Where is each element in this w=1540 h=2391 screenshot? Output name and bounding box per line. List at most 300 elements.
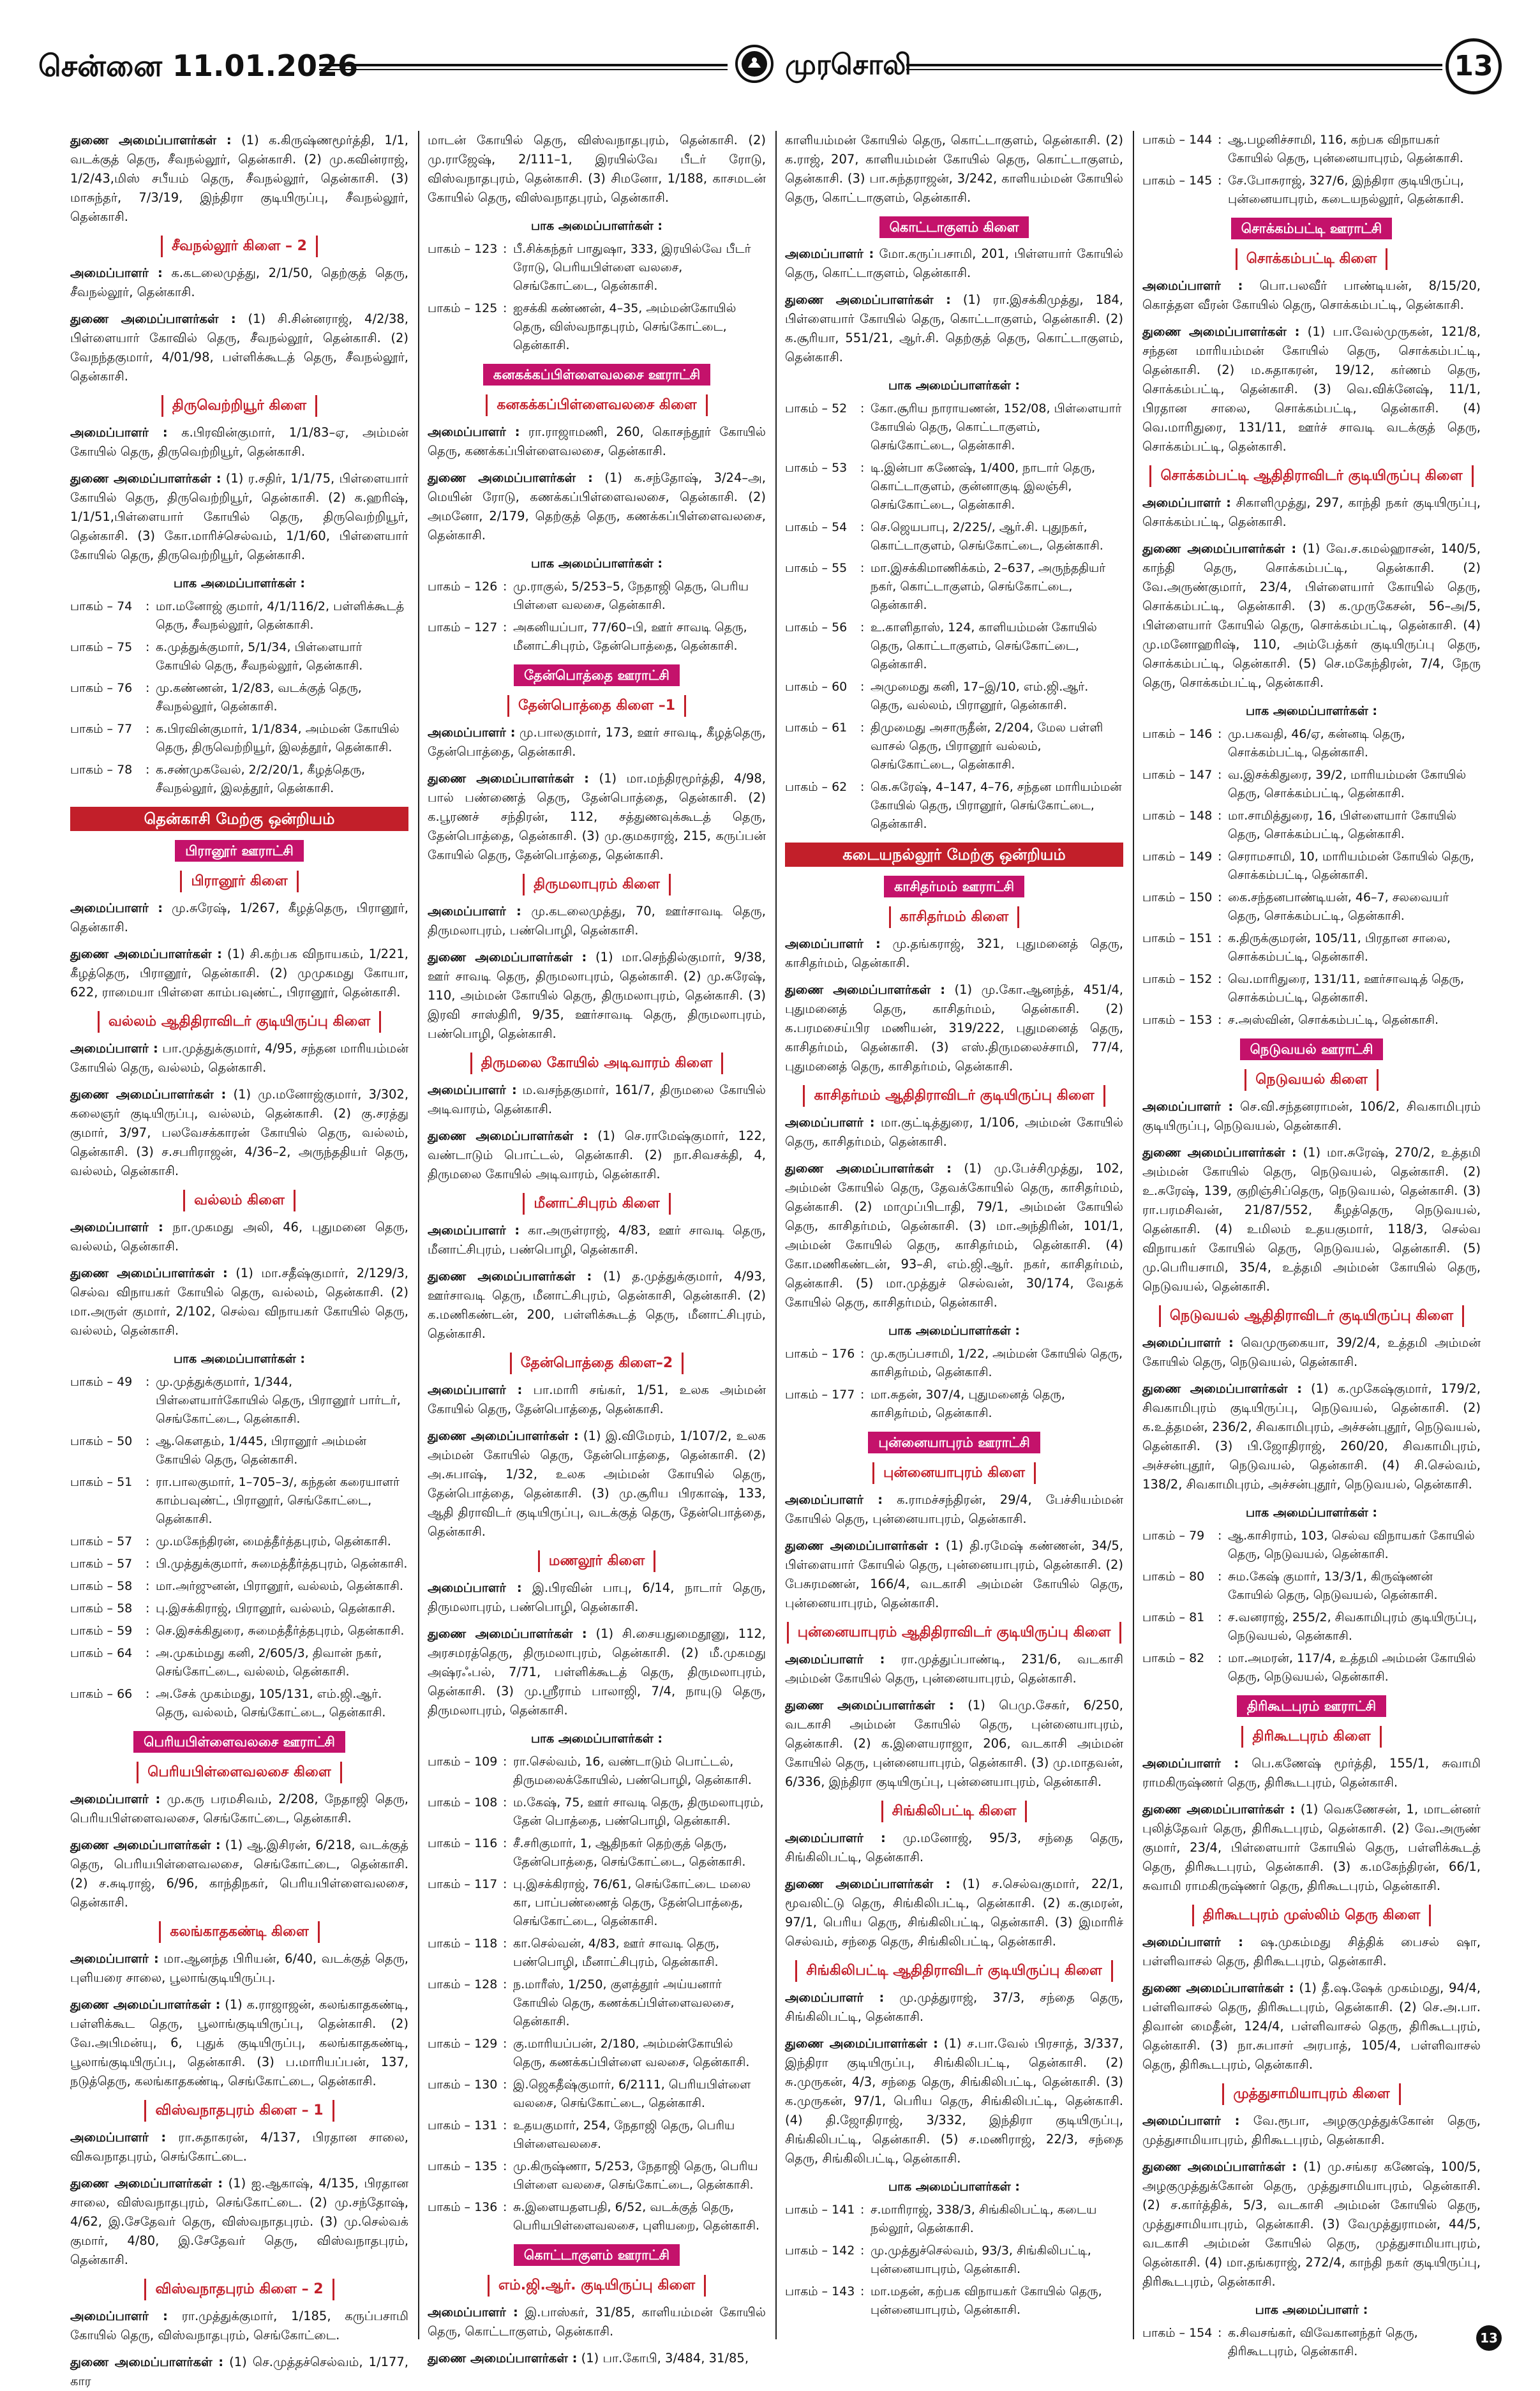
role-label: துணை அமைப்பாளர்கள் : — [428, 771, 589, 786]
booth-row — [785, 618, 1123, 674]
booth-details: மா.சாமித்துரை, 16, பிள்ளையார் கோயில் தெரு, சொக்கம்பட்டி, தென்காசி. — [1228, 809, 1457, 841]
booth-number: பாகம் – 55 — [785, 561, 848, 575]
booth-row — [428, 1834, 766, 1871]
listing-paragraph — [785, 2034, 1123, 2168]
listing-paragraph — [70, 1949, 408, 1988]
booth-colon: : — [860, 721, 865, 735]
booth-details: சீ.சரிகுமார், 1, ஆதிநகர் தெற்குத் தெரு, தேன்பொத்தை, செங்கோட்டை, தென்காசி. — [513, 1836, 746, 1869]
booth-row — [428, 2157, 766, 2194]
booth-row — [70, 761, 408, 798]
booth-number: பாகம் – 127 — [428, 620, 498, 634]
branch-heading — [785, 1960, 1123, 1982]
booth-number: பாகம் – 151 — [1142, 931, 1213, 945]
booth-colon: : — [146, 1557, 150, 1571]
listing-text: (1) ஆ.இசிரன், 6/218, வடக்குத் தெரு, பெரியபிள்ளைவலசை, செங்கோட்டை, தென்காசி. (2) ச.சுடிராஜ், 6/96, காந்திநகர், பெரியபிள்ளைவலசை, தென்காசி. — [70, 1838, 409, 1910]
booth-row — [785, 778, 1123, 834]
masthead-rule-right — [906, 64, 1442, 70]
role-label: துணை அமைப்பாளர்கள் : — [785, 1698, 954, 1713]
listing-text: (1) ஐ.ஆகாஷ், 4/135, பிரதான சாலை, விஸ்வநாதபுரம், செங்கோட்டை. (2) மு.சந்தோஷ், 4/62, இ.சேதேவர் தெரு, விஸ்வநாதபுரம். (3) மு.செல்வக் குமார், 4/80, இ.சேதேவர் தெரு, விஸ்வநாதபுரம், தென்காசி. — [70, 2176, 408, 2267]
listing-text: கா.அருள்ராஜ், 4/83, ஊர் சாவடி தெரு, மீனாட்சிபுரம், பண்பொழி, தென்காசி. — [428, 1223, 766, 1257]
listing-text: பா.மாரி சங்கர், 1/51, உலக அம்மன் கோயில் தெரு, தேன்பொத்தை, தென்காசி. — [428, 1383, 766, 1416]
booth-row — [785, 400, 1123, 455]
listing-paragraph — [1142, 1097, 1481, 1136]
booth-number: பாகம் – 135 — [428, 2159, 498, 2173]
listing-text: மா.ஆனந்த பிரியன், 6/40, வடக்குத் தெரு, புளியரை சாலை, பூலாங்குடியிருப்பு. — [70, 1951, 409, 1985]
listing-paragraph — [1142, 322, 1481, 456]
listing-text: ஷ.முகம்மது சித்திக் பைசல் ஷா, பள்ளிவாசல் தெரு, திரிகூடபுரம், தென்காசி. — [1142, 1935, 1481, 1968]
booth-details: மா.அர்ஜுனன், பிரானூர், வல்லம், தென்காசி. — [156, 1579, 403, 1593]
listing-paragraph — [785, 934, 1123, 973]
listing-paragraph — [70, 1836, 408, 1912]
listing-paragraph — [428, 423, 766, 461]
branch-heading — [428, 1053, 766, 1074]
listing-text: (1) மா.சதீஷ்குமார், 2/129/3, செல்வ விநாயகர் கோயில் தெரு, வல்லம், தென்காசி. (2) மா.அருள் குமார், 2/102, செல்வ விநாயகர் கோயில் தெரு, வல்லம், தென்காசி. — [70, 1266, 408, 1338]
booth-row — [1142, 725, 1481, 762]
listing-text: மு.கடலைமுத்து, 70, ஊர்சாவடி தெரு, திருமலாபுரம், பண்பொழி, தென்காசி. — [428, 904, 766, 938]
role-label: அமைப்பாளர் : — [785, 1652, 885, 1667]
booth-details: உதயகுமார், 254, நேதாஜி தெரு, பெரிய பிள்ளைவலசை. — [513, 2118, 735, 2151]
branch-heading-text: காசிதர்மம் ஆதிதிராவிடர் குடியிருப்பு கிளை — [803, 1085, 1105, 1107]
listing-text: க.கடலைமுத்து, 2/1/50, தெற்குத் தெரு, சீவநல்லூர், தென்காசி. — [70, 266, 408, 299]
branch-heading — [428, 1193, 766, 1215]
branch-heading — [1142, 1069, 1481, 1091]
role-label: அமைப்பாளர் : — [785, 1831, 886, 1845]
role-label: அமைப்பாளர் : — [70, 2309, 168, 2323]
booth-row — [428, 1794, 766, 1831]
branch-heading-text: வல்லம் கிளை — [183, 1190, 295, 1211]
booth-row — [70, 1685, 408, 1722]
listing-text: (1) ச.செல்வகுமார், 22/1, மூவலிட்டு தெரு, சிங்கிலிபட்டி, தென்காசி. (2) க.குமரன், 97/1, பெரிய தெரு, சிங்கிலிபட்டி, தென்காசி. (3) இமாரிச் செல்வம், சந்தை தெரு, சிங்கிலிபட்டி, தென்காசி. — [785, 1877, 1123, 1949]
role-label: அமைப்பாளர் : — [428, 424, 520, 439]
listing-paragraph — [1142, 1979, 1481, 2074]
booth-row — [70, 1600, 408, 1618]
listing-text: மு.கரு பரமசிவம், 2/208, நேதாஜி தெரு, பெரியபிள்ளைவலசை, செங்கோட்டை, தென்காசி. — [70, 1792, 408, 1825]
booth-row — [785, 559, 1123, 615]
listing-paragraph — [428, 1127, 766, 1184]
booth-number: பாகம் – 145 — [1142, 174, 1213, 188]
branch-heading — [1142, 465, 1481, 487]
listing-text: (1) க.ராஜாஜன், கலங்காதகண்டி, பள்ளிக்கூட தெரு, பூலாங்குடியிருப்பு, தென்காசி. (2) வே.அபிமன்யு, 6, புதுக் குடியிருப்பு, கலங்காதகண்டி, பூலாங்குடியிருப்பு, தென்காசி. (3) ப.மாரியப்பன், 137, நடுத்தெரு, கலங்காதகண்டி, செங்கோட்டை, தென்காசி. — [70, 1997, 408, 2088]
role-label: அமைப்பாளர் : — [70, 1041, 158, 1056]
booth-colon: : — [860, 1347, 865, 1361]
union-banner — [785, 843, 1123, 867]
listing-paragraph — [1142, 276, 1481, 315]
booth-details: செராமசாமி, 10, மாரியம்மன் கோயில் தெரு, சொக்கம்பட்டி, தென்காசி. — [1228, 850, 1474, 882]
booth-colon: : — [503, 580, 507, 594]
booth-colon: : — [503, 1937, 507, 1951]
booth-number: பாகம் – 62 — [785, 780, 848, 794]
booth-number: பாகம் – 141 — [785, 2203, 855, 2217]
booth-details: ரா.பாலகுமார், 1–705–3/, கந்தன் கரையாளர் காம்பவுண்ட், பிரானூர், செங்கோட்டை, தென்காசி. — [156, 1475, 400, 1526]
branch-heading-text: தேன்பொத்தை கிளை–2 — [510, 1353, 684, 1374]
booth-details: பீ.சிக்கந்தர் பாதுஷா, 333, இரயில்வே பீடர் ரோடு, பெரியபிள்ளை வலசை, செங்கோட்டை, தென்காசி. — [513, 242, 751, 293]
booth-details: செ.இசக்கிதுரை, சுமைத்தீர்த்தபுரம், தென்காசி. — [156, 1624, 405, 1638]
listing-paragraph — [785, 1875, 1123, 1951]
branch-heading — [785, 1801, 1123, 1822]
booth-colon: : — [1218, 931, 1222, 945]
role-label: துணை அமைப்பாளர்கள் : — [785, 2036, 938, 2051]
listing-text: மாடன் கோயில் தெரு, விஸ்வநாதபுரம், தென்காசி. (2) மு.ராஜேஷ், 2/111–1, இரயில்வே பீடர் ரோடு, விஸ்வநாதபுரம், தென்காசி. (3) சிமனோ, 1/188, காசமடன் கோயில் தெரு, விஸ்வநாதபுரம், தென்காசி. — [428, 133, 766, 205]
section-subheading: பாக அமைப்பாளர்கள் : — [888, 1324, 1020, 1338]
booth-colon: : — [503, 2200, 507, 2214]
role-label: துணை அமைப்பாளர்கள் : — [70, 947, 222, 961]
listing-paragraph — [1142, 493, 1481, 532]
listing-text: காளியம்மன் கோயில் தெரு, கொட்டாகுளம், தென்காசி. (2) க.ராஜ், 207, காளியம்மன் கோயில் தெரு, கொட்டாகுளம், தென்காசி. (3) பா.சுந்தராஜன், 3/242, காளியம்மன் கோயில் தெரு, கொட்டாகுளம், தென்காசி. — [785, 133, 1123, 205]
role-label: அமைப்பாளர் : — [70, 1951, 159, 1966]
role-label: அமைப்பாளர் : — [1142, 1756, 1239, 1771]
booth-row — [1142, 1568, 1481, 1605]
role-label: துணை அமைப்பாளர்கள் : — [785, 982, 945, 997]
listing-text: (1) மு.மனோஜ்குமார், 3/302, கலைஞர் குடியிருப்பு, வல்லம், தென்காசி. (2) கு.சரத்து குமார், 3/97, பலவேசக்காரன் கோயில் தெரு, வல்லம், தென்காசி. (3) ச.சபரிராஜன், 4/36–2, அருந்ததியர் தெரு, வல்லம், தென்காசி. — [70, 1087, 409, 1178]
booth-row — [1142, 1608, 1481, 1645]
booth-details: க.திருக்குமரன், 105/11, பிரதான சாலை, சொக்கம்பட்டி, தென்காசி. — [1228, 931, 1451, 964]
booth-row — [785, 1386, 1123, 1423]
role-label: அமைப்பாளர் : — [428, 904, 521, 918]
role-label: அமைப்பாளர் : — [785, 1492, 883, 1507]
booth-row — [70, 638, 408, 675]
listing-text: மு.பாலகுமார், 173, ஊர் சாவடி, கீழத்தெரு, தேன்பொத்தை, தென்காசி. — [428, 725, 766, 759]
panchayat-banner-text: நெடுவயல் ஊராட்சி — [1240, 1038, 1384, 1060]
booth-row — [785, 518, 1123, 555]
role-label: துணை அமைப்பாளர்கள் : — [70, 1087, 227, 1102]
booth-colon: : — [146, 599, 150, 613]
booth-colon: : — [503, 620, 507, 634]
panchayat-banner-text: பெரியபிள்ளைவலசை ஊராட்சி — [133, 1731, 345, 1753]
branch-heading-text: புன்னையாபுரம் ஆதிதிராவிடர் குடியிருப்பு கிளை — [787, 1622, 1122, 1644]
booth-row — [70, 1473, 408, 1529]
booth-details: கை.சந்தனபாண்டியன், 46–7, சலவையர் தெரு, சொக்கம்பட்டி, தென்காசி. — [1228, 890, 1449, 923]
booth-colon: : — [1218, 133, 1222, 147]
booth-colon: : — [1218, 850, 1222, 864]
booth-colon: : — [146, 1646, 150, 1660]
listing-text: (1) பா.கோபி, 3/484, 31/85, — [581, 2351, 749, 2365]
branch-heading-text: காசிதர்மம் கிளை — [889, 906, 1019, 928]
booth-row — [1142, 1649, 1481, 1686]
booth-row — [428, 2198, 766, 2235]
booth-details: ஆ.கௌதம், 1/445, பிரானூர் அம்மன் கோயில் தெரு, தென்காசி. — [156, 1434, 367, 1467]
booth-number: பாகம் – 146 — [1142, 727, 1213, 741]
booth-colon: : — [503, 2159, 507, 2173]
booth-colon: : — [1218, 1013, 1222, 1027]
booth-details: கா.செல்வன், 4/83, ஊர் சாவடி தெரு, பண்பொழி, மீனாட்சிபுரம், தென்காசி. — [513, 1937, 720, 1969]
booth-colon: : — [1218, 1570, 1222, 1584]
booth-colon: : — [860, 561, 865, 575]
booth-colon: : — [503, 1836, 507, 1850]
booth-number: பாகம் – 136 — [428, 2200, 498, 2214]
booth-row — [70, 597, 408, 634]
column-2 — [428, 131, 766, 2365]
booth-details: மு.ராகுல், 5/253–5, நேதாஜி தெரு, பெரிய பிள்ளை வலசை, தென்காசி. — [513, 580, 749, 612]
booth-row — [70, 1644, 408, 1681]
branch-heading-text: சிங்கிலிபட்டி ஆதிதிராவிடர் குடியிருப்பு கிளை — [795, 1960, 1112, 1982]
listing-paragraph — [70, 899, 408, 937]
booth-number: பாகம் – 118 — [428, 1937, 498, 1951]
booth-row — [428, 578, 766, 615]
listing-paragraph — [785, 1113, 1123, 1151]
listing-paragraph — [70, 1039, 408, 1077]
listing-paragraph — [428, 2349, 766, 2368]
booth-row — [428, 1875, 766, 1931]
branch-heading — [70, 1921, 408, 1943]
branch-heading — [70, 1762, 408, 1783]
booth-colon: : — [503, 2078, 507, 2092]
booth-number: பாகம் – 116 — [428, 1836, 498, 1850]
booth-number: பாகம் – 60 — [785, 680, 848, 694]
listing-paragraph — [428, 1267, 766, 1344]
listing-paragraph — [428, 2303, 766, 2341]
booth-number: பாகம் – 153 — [1142, 1013, 1213, 1027]
role-label: அமைப்பாளர் : — [785, 246, 874, 261]
listing-text: மா.குட்டித்துரை, 1/106, அம்மன் கோயில் தெரு, காசிதர்மம், தென்காசி. — [785, 1115, 1123, 1149]
panchayat-banner — [428, 664, 766, 686]
booth-number: பாகம் – 81 — [1142, 1610, 1205, 1624]
booth-number: பாகம் – 126 — [428, 580, 498, 594]
panchayat-banner — [428, 364, 766, 386]
branch-heading-text: திருவெற்றியூர் கிளை — [161, 395, 317, 417]
listing-text: பொ.பலவீர் பாண்டியன், 8/15/20, கொத்தள வீரன் கோயில் தெரு, சொக்கம்பட்டி, தென்காசி. — [1142, 278, 1481, 312]
listing-paragraph — [428, 723, 766, 761]
listing-text: (1) ரா.இசக்கிமுத்து, 184, பிள்ளையார் கோயில் தெரு, கொட்டாகுளம், தென்காசி. (2) க.சூரியா, 551/21, ஆர்.சி. தெற்குத் தெரு, கொட்டாகுளம், தென்காசி. — [785, 292, 1124, 364]
panchayat-banner-text: சொக்கம்பட்டி ஊராட்சி — [1231, 218, 1393, 239]
booth-details: மு.மகேந்திரன், மைத்தீர்த்தபுரம், தென்காசி. — [156, 1534, 391, 1548]
union-banner — [70, 807, 408, 831]
role-label: அமைப்பாளர் : — [70, 901, 163, 915]
booth-details: ச.மாரிராஜ், 338/3, சிங்கிலிபட்டி, கடைய நல்லூர், தென்காசி. — [871, 2203, 1097, 2235]
booth-number: பாகம் – 82 — [1142, 1651, 1205, 1665]
listing-text: மோ.கருப்பசாமி, 201, பிள்ளயார் கோயில் தெரு, கொட்டாகுளம், தென்காசி. — [785, 246, 1123, 280]
booth-row — [70, 1533, 408, 1551]
listing-paragraph — [428, 1578, 766, 1617]
paper-name: முரசொலி — [785, 49, 911, 81]
listing-text: (1) சி.சின்னராஜ், 4/2/38, பிள்ளையார் கோவில் தெரு, சீவநல்லூர், தென்காசி. (2) வேநந்தகுமார், 4/01/98, பள்ளிக்கூடத் தெரு, சீவநல்லூர், தென்காசி. — [70, 311, 408, 384]
branch-heading-text: மணலூர் கிளை — [538, 1550, 655, 1572]
role-label: துணை அமைப்பாளர்கள் : — [785, 292, 951, 307]
booth-details: மா.இசக்கிமாணிக்கம், 2–637, அருந்ததியர் நகர், கொட்டாகுளம், செங்கோட்டை, தென்காசி. — [871, 561, 1106, 612]
role-label: துணை அமைப்பாளர்கள் : — [1142, 1802, 1296, 1817]
booth-number: பாகம் – 59 — [70, 1624, 133, 1638]
listing-paragraph — [70, 2353, 408, 2391]
booth-details: அ.சேக் முகம்மது, 105/131, எம்.ஜி.ஆர். தெரு, வல்லம், செங்கோட்டை, தென்காசி. — [156, 1687, 386, 1720]
branch-heading — [428, 874, 766, 896]
role-label: அமைப்பாளர் : — [428, 2305, 518, 2320]
role-label: அமைப்பாளர் : — [70, 425, 168, 440]
listing-paragraph — [1142, 2111, 1481, 2150]
booth-row — [428, 1753, 766, 1790]
booth-colon: : — [146, 1579, 150, 1593]
booth-colon: : — [503, 2118, 507, 2132]
listing-paragraph — [70, 945, 408, 1002]
booth-row — [1142, 848, 1481, 885]
listing-paragraph — [428, 1221, 766, 1259]
listing-text: (1) க.கிருஷ்ணமூர்த்தி, 1/1, வடக்குத் தெரு, சீவநல்லூர், தென்காசி. (2) மு.கவின்ராஜ், 1/2/43,மிஸ் சபீயம் தெரு, சீவநல்லூர், தென்காசி. (3) மாசுந்தர், 7/3/19, இந்திரா குடியிருப்பு, சீவநல்லூர், தென்காசி. — [70, 133, 409, 224]
booth-colon: : — [503, 242, 507, 256]
booth-number: பாகம் – 143 — [785, 2284, 855, 2298]
role-label: துணை அமைப்பாளர்கள் : — [70, 471, 221, 486]
booth-row — [428, 2076, 766, 2113]
booth-number: பாகம் – 57 — [70, 1557, 133, 1571]
booth-number: பாகம் – 125 — [428, 301, 498, 315]
booth-number: பாகம் – 142 — [785, 2244, 855, 2258]
booth-number: பாகம் – 61 — [785, 721, 848, 735]
booth-number: பாகம் – 56 — [785, 620, 848, 634]
listing-paragraph — [428, 1081, 766, 1119]
branch-heading — [70, 2279, 408, 2300]
role-label: அமைப்பாளர் : — [1142, 2113, 1240, 2128]
booth-colon: : — [1218, 972, 1222, 986]
booth-details: சே.போசுராஜ், 327/6, இந்திரா குடியிருப்பு, புன்னையாபுரம், கடையநல்லூர், தென்காசி. — [1228, 174, 1464, 206]
booth-number: பாகம் – 58 — [70, 1579, 133, 1593]
booth-number: பாகம் – 78 — [70, 763, 133, 777]
listing-text: இ.பிரவின் பாபு, 6/14, நாடார் தெரு, திருமலாபுரம், பண்பொழி, தென்காசி. — [428, 1580, 766, 1614]
booth-details: பு.இசக்கிராஜ், பிரானூர், வல்லம், தென்காசி. — [156, 1601, 396, 1615]
branch-heading — [70, 395, 408, 417]
listing-paragraph — [785, 1988, 1123, 2027]
booth-row — [70, 1432, 408, 1469]
booth-row — [1142, 807, 1481, 844]
booth-number: பாகம் – 176 — [785, 1347, 855, 1361]
listing-text: (1) இ.விமேரம், 1/107/2, உலக அம்மன் கோயில் தெரு, தேன்பொத்தை, தென்காசி. (2) அ.சுபாஷ், 1/32, உலக அம்மன் கோயில் தெரு, தேன்பொத்தை, தென்காசி. (3) மு.சூரிய பிரகாஷ், 133, ஆதி திராவிடர் குடியிருப்பு, வடக்குத் தெரு, தேன்பொத்தை, தென்காசி. — [428, 1428, 766, 1539]
listing-paragraph — [785, 1696, 1123, 1792]
branch-heading-text: மீனாட்சிபுரம் கிளை — [523, 1193, 670, 1215]
role-label: துணை அமைப்பாளர்கள் : — [428, 1128, 588, 1143]
role-label: துணை அமைப்பாளர்கள் : — [428, 1626, 587, 1641]
booth-colon: : — [1218, 2326, 1222, 2340]
section-subheading: பாக அமைப்பாளர்கள் : — [530, 219, 662, 233]
branch-heading-text: சொக்கம்பட்டி கிளை — [1236, 248, 1387, 270]
booth-colon: : — [860, 1388, 865, 1402]
panchayat-banner — [70, 840, 408, 862]
booth-number: பாகம் – 64 — [70, 1646, 133, 1660]
booth-number: பாகம் – 51 — [70, 1475, 133, 1489]
role-label: அமைப்பாளர் : — [785, 936, 881, 951]
listing-paragraph — [1142, 1143, 1481, 1296]
booth-number: பாகம் – 80 — [1142, 1570, 1205, 1584]
listing-text: சிகாளிமுத்து, 297, காந்தி நகர் குடியிருப்பு, சொக்கம்பட்டி, தென்காசி. — [1142, 495, 1481, 529]
listing-paragraph — [70, 1085, 408, 1181]
booth-details: பு.இசக்கிராஜ், 76/61, செங்கோட்டை மலை கா, பாப்பண்ணைத் தெரு, தேன்பொத்தை, செங்கோட்டை, தென்காசி. — [513, 1877, 751, 1928]
panchayat-banner-text: காசிதர்மம் ஊராட்சி — [884, 876, 1024, 897]
listing-paragraph — [428, 1427, 766, 1541]
union-banner-text: தென்காசி மேற்கு ஒன்றியம் — [70, 807, 408, 831]
listing-paragraph — [1142, 1933, 1481, 1971]
branch-heading-text: திருமலாபுரம் கிளை — [523, 874, 671, 896]
booth-colon: : — [146, 1534, 150, 1548]
booth-details: செ.ஜெயபாபு, 2/225/, ஆர்.சி. புதுநகர், கொட்டாகுளம், செங்கோட்டை, தென்காசி. — [871, 520, 1103, 553]
listing-text: ரா.முத்துக்குமார், 1/185, கருப்பசாமி கோயில் தெரு, விஸ்வநாதபுரம், செங்கோட்டை. — [70, 2309, 409, 2342]
booth-row — [1142, 172, 1481, 209]
listing-text: (1) வே.ச.கமல்ஹாசன், 140/5, காந்தி தெரு, சொக்கம்பட்டி, தென்காசி. (2) வே.அருண்குமார், 23/4, பிள்ளையார் கோயில் தெரு, சொக்கம்பட்டி, தென்காசி. (3) க.முருகேசன், 56–அ/5, பிள்ளையார் கோயில் தெரு, சொக்கம்பட்டி, தென்காசி. (4) மு.மனோஹரிஷ், 110, அம்பேத்கர் குடியிருப்பு தெரு, சொக்கம்பட்டி, தென்காசி. (5) செ.மகேந்திரன், 7/4, நேரு தெரு, சொக்கம்பட்டி, தென்காசி. — [1142, 541, 1481, 690]
edition-date: சென்னை 11.01.2026 — [38, 49, 359, 83]
listing-text: ம.வசந்தகுமார், 161/7, திருமலை கோயில் அடிவாரம், தென்காசி. — [428, 1083, 766, 1116]
booth-details: க.சிவசங்கர், விவேகானந்தர் தெரு, திரிகூடபுரம், தென்காசி. — [1228, 2326, 1418, 2358]
booth-row — [70, 1373, 408, 1428]
role-label: அமைப்பாளர் : — [785, 1990, 885, 2005]
branch-heading — [70, 236, 408, 257]
booth-row — [428, 2035, 766, 2072]
role-label: துணை அமைப்பாளர்கள் : — [70, 311, 236, 326]
booth-colon: : — [1218, 1610, 1222, 1624]
listing-paragraph — [785, 244, 1123, 283]
panchayat-banner — [70, 1731, 408, 1753]
booth-row — [70, 1577, 408, 1596]
role-label: துணை அமைப்பாளர்கள் : — [428, 470, 593, 485]
booth-colon: : — [1218, 727, 1222, 741]
listing-paragraph — [70, 469, 408, 565]
listing-paragraph — [785, 980, 1123, 1076]
listing-paragraph — [70, 310, 408, 386]
listing-paragraph — [70, 1218, 408, 1256]
booth-details: மு.கிருஷ்ணா, 5/253, நேதாஜி தெரு, பெரிய பிள்ளை வலசை, செங்கோட்டை, தென்காசி. — [513, 2159, 758, 2192]
role-label: துணை அமைப்பாளர்கள் : — [1142, 1981, 1294, 1995]
booth-details: இ.ஜெகதீஷ்குமார், 6/2111, பெரியபிள்ளை வலசை, செங்கோட்டை, தென்காசி. — [513, 2078, 751, 2110]
booth-details: கு.மாரியப்பன், 2/180, அம்மன்கோயில் தெரு, கணக்கப்பிள்ளை வலசை, தென்காசி. — [513, 2037, 750, 2069]
panchayat-banner-text: கொட்டாகுளம் ஊராட்சி — [514, 2244, 680, 2266]
booth-details: ரா.செல்வம், 16, வண்டாடும் பொட்டல், திருமலைக்கோயில், பண்பொழி, தென்காசி. — [513, 1755, 752, 1787]
role-label: துணை அமைப்பாளர்கள் : — [1142, 1381, 1303, 1396]
booth-colon: : — [860, 461, 865, 475]
booth-number: பாகம் – 58 — [70, 1601, 133, 1615]
branch-heading-text: புன்னையாபுரம் கிளை — [872, 1462, 1036, 1484]
booth-details: வ.இசக்கிதுரை, 39/2, மாரியம்மன் கோயில் தெரு, சொக்கம்பட்டி, தென்காசி. — [1228, 768, 1467, 800]
booth-details: மு.கண்ணன், 1/2/83, வடக்குத் தெரு, சீவநல்லூர், தென்காசி. — [156, 681, 362, 714]
listing-text: பா.முத்துக்குமார், 4/95, சந்தன மாரியம்மன் கோயில் தெரு, வல்லம், தென்காசி. — [70, 1041, 408, 1075]
booth-row — [428, 618, 766, 656]
booth-number: பாகம் – 108 — [428, 1795, 498, 1810]
panchayat-banner-text: புன்னையாபுரம் ஊராட்சி — [868, 1432, 1040, 1453]
branch-heading — [785, 1085, 1123, 1107]
listing-paragraph — [1142, 539, 1481, 693]
listing-text: பெ.கணேஷ் மூர்த்தி, 155/1, சுவாமி ராமகிருஷ்ணர் தெரு, திரிகூடபுரம், தென்காசி. — [1142, 1756, 1481, 1790]
booth-row — [1142, 766, 1481, 803]
branch-heading — [785, 906, 1123, 928]
listing-text: (1) பா.வேல்முருகன், 121/8, சந்தன மாரியம்மன் கோயில் தெரு, சொக்கம்பட்டி, தென்காசி. (2) ம.சுதாகரன், 19/12, கர்ணம் தெரு, சொக்கம்பட்டி, தென்காசி. (3) வெ.விக்னேஷ், 11/1, பிரதான சாலை, சொக்கம்பட்டி, தென்காசி. (4) வெ.மாரிதுரை, 131/11, ஊர்ச் சாவடி வடக்குத் தெரு, சொக்கம்பட்டி, தென்காசி. — [1142, 324, 1481, 454]
listing-paragraph — [428, 769, 766, 865]
branch-heading-text: விஸ்வநாதபுரம் கிளை – 1 — [144, 2100, 334, 2122]
booth-details: க.சண்முகவேல், 2/2/20/1, கீழத்தெரு, சீவநல்லூர், இலத்தூர், தென்காசி. — [156, 763, 366, 795]
booth-row — [785, 2282, 1123, 2320]
branch-heading-text: எம்.ஜி.ஆர். குடியிருப்பு கிளை — [488, 2275, 706, 2297]
role-label: துணை அமைப்பாளர்கள் : — [428, 1269, 592, 1284]
listing-text: ரா.முத்துப்பாண்டி, 231/6, வடகாசி அம்மன் கோயில் தெரு, புன்னையாபுரம், தென்காசி. — [785, 1652, 1123, 1686]
booth-details: கெ.சுரேஷ், 4–147, 4–76, சந்தன மாரியம்மன் கோயில் தெரு, பிரானூர், செங்கோட்டை, தென்காசி. — [871, 780, 1122, 831]
booth-number: பாகம் – 52 — [785, 401, 848, 416]
booth-details: சு.இளையதளபதி, 6/52, வடக்குத் தெரு, பெரியபிள்ளைவலசை, புளியறை, தென்காசி. — [513, 2200, 760, 2233]
listing-paragraph — [1142, 1379, 1481, 1494]
branch-heading — [1142, 1305, 1481, 1327]
listing-text: செ.வி.சந்தனராமன், 106/2, சிவகாமிபுரம் குடியிருப்பு, நெடுவயல், தென்காசி. — [1142, 1099, 1481, 1133]
listing-paragraph — [785, 1159, 1123, 1312]
booth-details: சும.கேஷ் குமார், 13/3/1, கிருஷ்ணன் கோயில் தெரு, நெடுவயல், தென்காசி. — [1228, 1570, 1438, 1602]
section-subheading: பாக அமைப்பாளர்கள் : — [1245, 1506, 1377, 1520]
listing-paragraph — [428, 131, 766, 207]
booth-number: பாகம் – 53 — [785, 461, 848, 475]
branch-heading-text: பிரானூர் கிளை — [180, 871, 298, 892]
role-label: அமைப்பாளர் : — [428, 1383, 523, 1397]
booth-colon: : — [860, 780, 865, 794]
branch-heading-text: சொக்கம்பட்டி ஆதிதிராவிடர் குடியிருப்பு கிளை — [1149, 465, 1473, 487]
panchayat-banner-text: கனகக்கப்பிள்ளைவலசை ஊராட்சி — [483, 364, 710, 386]
listing-text: (1) செ.ராமேஷ்குமார், 122, வண்டாடும் பொட்டல், தென்காசி. (2) நா.சிவசக்தி, 4, திருமலை கோயில் அடிவாரம், தென்காசி. — [428, 1128, 766, 1181]
booth-colon: : — [503, 2037, 507, 2051]
listing-paragraph — [785, 290, 1123, 367]
booth-details: மா.அமரன், 117/4, உத்தமி அம்மன் கோயில் தெரு, நெடுவயல், தென்காசி. — [1228, 1651, 1476, 1684]
role-label: அமைப்பாளர் : — [428, 1223, 520, 1238]
booth-colon: : — [146, 640, 150, 654]
branch-heading — [1142, 2083, 1481, 2105]
role-label: துணை அமைப்பாளர்கள் : — [1142, 2159, 1297, 2174]
booth-details: மு.முத்துக்குமார், 1/344, பிள்ளையார்கோயில் தெரு, பிரானூர் பார்டர், செங்கோட்டை, தென்காசி. — [156, 1375, 401, 1426]
booth-row — [428, 1935, 766, 1972]
